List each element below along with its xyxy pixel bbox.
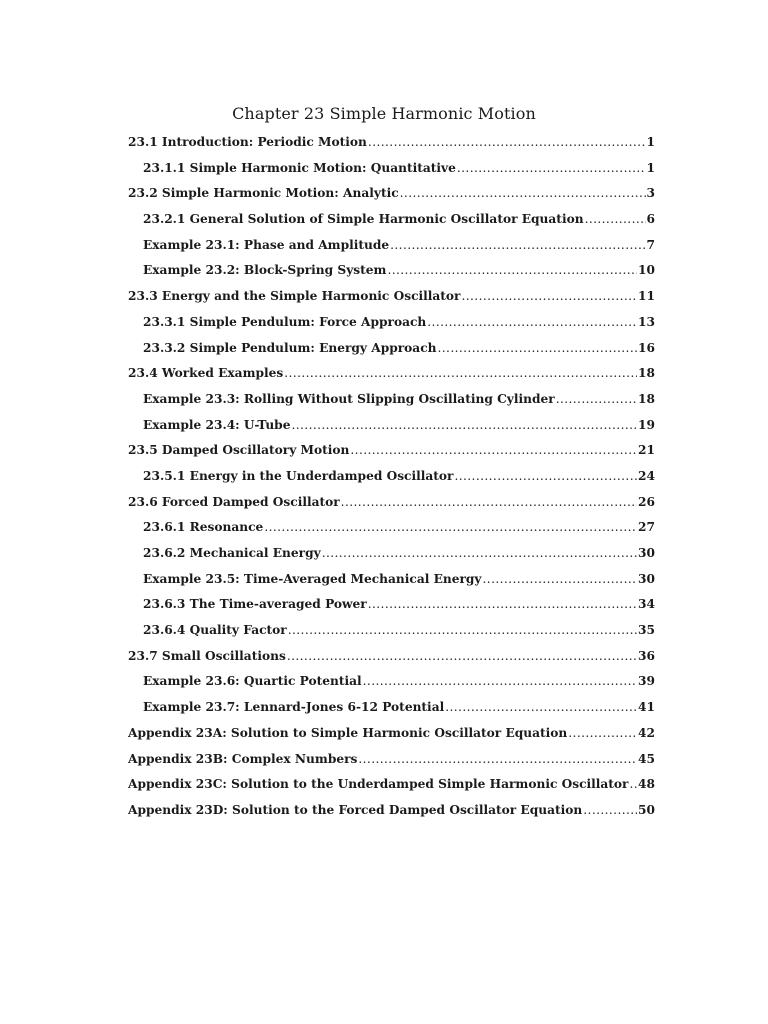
toc-entry[interactable] bbox=[128, 798, 655, 824]
toc-entry[interactable] bbox=[128, 438, 655, 464]
dot-leader bbox=[454, 464, 637, 490]
dot-leader bbox=[350, 438, 637, 464]
toc-entry[interactable] bbox=[128, 541, 655, 567]
toc-entry-page-number: 41 bbox=[638, 700, 655, 715]
dot-leader bbox=[400, 181, 646, 207]
dot-leader bbox=[387, 258, 637, 284]
toc-entry-page-number: 27 bbox=[638, 520, 655, 535]
dot-leader bbox=[390, 233, 645, 259]
toc-entry[interactable] bbox=[128, 130, 655, 156]
toc-entry[interactable] bbox=[128, 284, 655, 310]
toc-entry-label: 23.2.1 General Solution of Simple Harmonic Oscillator Equation bbox=[143, 212, 584, 227]
dot-leader bbox=[483, 567, 638, 593]
dot-leader bbox=[438, 336, 638, 362]
dot-leader bbox=[457, 156, 646, 182]
toc-entry-page-number: 16 bbox=[638, 340, 655, 355]
toc-entry-label: 23.1.1 Simple Harmonic Motion: Quantitative bbox=[143, 160, 456, 175]
toc-entry-page-number: 1 bbox=[646, 160, 655, 175]
dot-leader bbox=[287, 644, 637, 670]
toc-entry[interactable] bbox=[128, 310, 655, 336]
toc-entry[interactable] bbox=[128, 747, 655, 773]
toc-entry-label: Example 23.2: Block-Spring System bbox=[143, 263, 387, 278]
dot-leader bbox=[427, 310, 637, 336]
toc-entry[interactable] bbox=[128, 695, 655, 721]
toc-entry-page-number: 26 bbox=[638, 494, 655, 509]
dot-leader bbox=[445, 695, 637, 721]
toc-entry-label: 23.3.1 Simple Pendulum: Force Approach bbox=[143, 314, 427, 329]
toc-entry-page-number: 30 bbox=[638, 546, 655, 560]
toc-entry-page-number: 10 bbox=[638, 263, 655, 278]
toc-entry-page-number: 24 bbox=[638, 468, 655, 483]
dot-leader bbox=[583, 798, 637, 824]
toc-entry-label: Appendix 23D: Solution to the Forced Damped Oscillator Equation bbox=[128, 802, 583, 817]
toc-entry-label: Appendix 23C: Solution to the Underdamped Simple Harmonic Oscillator bbox=[128, 777, 629, 792]
toc-entry[interactable] bbox=[128, 515, 655, 541]
dot-leader bbox=[568, 721, 637, 747]
dot-leader bbox=[291, 413, 637, 439]
toc-entry-label: Example 23.3: Rolling Without Slipping Oscillating Cylinder bbox=[143, 391, 555, 406]
toc-entry[interactable] bbox=[128, 567, 655, 593]
toc-entry-label: 23.6.1 Resonance bbox=[143, 520, 264, 535]
toc-entry-label: Appendix 23B: Complex Numbers bbox=[128, 751, 358, 766]
toc-entry[interactable] bbox=[128, 181, 655, 207]
dot-leader bbox=[556, 387, 637, 413]
toc-entry[interactable] bbox=[128, 721, 655, 747]
toc-entry-label: 23.3.2 Simple Pendulum: Energy Approach bbox=[143, 340, 437, 355]
toc-entry[interactable] bbox=[128, 413, 655, 439]
toc-entry-label: 23.3 Energy and the Simple Harmonic Oscillator bbox=[128, 289, 461, 304]
dot-leader bbox=[629, 772, 637, 798]
dot-leader bbox=[264, 515, 637, 541]
toc-entry[interactable] bbox=[128, 772, 655, 798]
toc-entry-page-number: 48 bbox=[638, 777, 655, 792]
toc-entry-label: Example 23.4: U-Tube bbox=[143, 417, 291, 432]
toc-entry-page-number: 13 bbox=[638, 314, 655, 329]
toc-entry[interactable] bbox=[128, 618, 655, 644]
toc-entry-page-number: 19 bbox=[638, 417, 655, 432]
toc-entry-page-number: 1 bbox=[646, 135, 655, 149]
toc-entry-page-number: 6 bbox=[646, 212, 655, 227]
toc-entry-page-number: 21 bbox=[638, 443, 655, 458]
table-of-contents bbox=[128, 130, 655, 824]
dot-leader bbox=[358, 747, 637, 773]
toc-entry[interactable] bbox=[128, 592, 655, 618]
toc-entry[interactable] bbox=[128, 156, 655, 182]
toc-entry-page-number: 34 bbox=[638, 597, 655, 612]
toc-entry[interactable] bbox=[128, 464, 655, 490]
toc-entry[interactable] bbox=[128, 669, 655, 695]
toc-entry[interactable] bbox=[128, 387, 655, 413]
toc-entry-label: Example 23.6: Quartic Potential bbox=[143, 674, 362, 689]
dot-leader bbox=[288, 618, 637, 644]
toc-entry-page-number: 45 bbox=[638, 751, 655, 766]
toc-entry-page-number: 50 bbox=[638, 802, 655, 817]
dot-leader bbox=[341, 490, 637, 516]
toc-entry-label: Example 23.1: Phase and Amplitude bbox=[143, 237, 390, 252]
toc-entry[interactable] bbox=[128, 258, 655, 284]
toc-entry-label: 23.6 Forced Damped Oscillator bbox=[128, 494, 340, 509]
chapter-title: Chapter 23 Simple Harmonic Motion bbox=[232, 103, 536, 123]
dot-leader bbox=[368, 130, 646, 156]
toc-entry-label: 23.6.4 Quality Factor bbox=[143, 623, 287, 638]
toc-entry[interactable] bbox=[128, 644, 655, 670]
dot-leader bbox=[368, 592, 637, 618]
toc-entry[interactable] bbox=[128, 207, 655, 233]
toc-entry-page-number: 39 bbox=[638, 674, 655, 689]
toc-entry-label: 23.6.3 The Time-averaged Power bbox=[143, 597, 367, 612]
toc-entry-page-number: 11 bbox=[638, 289, 655, 304]
toc-entry-label: 23.4 Worked Examples bbox=[128, 366, 284, 381]
toc-entry-page-number: 18 bbox=[638, 391, 655, 406]
toc-entry-page-number: 36 bbox=[638, 648, 655, 663]
toc-entry-label: 23.6.2 Mechanical Energy bbox=[143, 546, 321, 560]
dot-leader bbox=[363, 669, 637, 695]
toc-entry[interactable] bbox=[128, 336, 655, 362]
toc-entry-page-number: 7 bbox=[646, 237, 655, 252]
dot-leader bbox=[461, 284, 637, 310]
toc-entry-page-number: 42 bbox=[638, 725, 655, 740]
dot-leader bbox=[322, 541, 637, 567]
toc-entry-label: Appendix 23A: Solution to Simple Harmonic Oscillator Equation bbox=[128, 725, 568, 740]
toc-entry-page-number: 3 bbox=[646, 186, 655, 201]
toc-entry-label: 23.2 Simple Harmonic Motion: Analytic bbox=[128, 186, 399, 201]
toc-entry[interactable] bbox=[128, 361, 655, 387]
toc-entry-page-number: 35 bbox=[638, 623, 655, 638]
toc-entry-label: Example 23.7: Lennard-Jones 6-12 Potential bbox=[143, 700, 445, 715]
toc-entry-label: Example 23.5: Time-Averaged Mechanical Energy bbox=[143, 571, 482, 586]
dot-leader bbox=[585, 207, 646, 233]
toc-entry-label: 23.5.1 Energy in the Underdamped Oscillator bbox=[143, 468, 454, 483]
toc-entry[interactable] bbox=[128, 233, 655, 259]
dot-leader bbox=[284, 361, 637, 387]
toc-entry[interactable] bbox=[128, 490, 655, 516]
toc-entry-label: 23.7 Small Oscillations bbox=[128, 648, 286, 663]
toc-entry-page-number: 18 bbox=[638, 366, 655, 381]
toc-entry-label: 23.1 Introduction: Periodic Motion bbox=[128, 135, 367, 149]
toc-entry-label: 23.5 Damped Oscillatory Motion bbox=[128, 443, 350, 458]
toc-entry-page-number: 30 bbox=[638, 571, 655, 586]
